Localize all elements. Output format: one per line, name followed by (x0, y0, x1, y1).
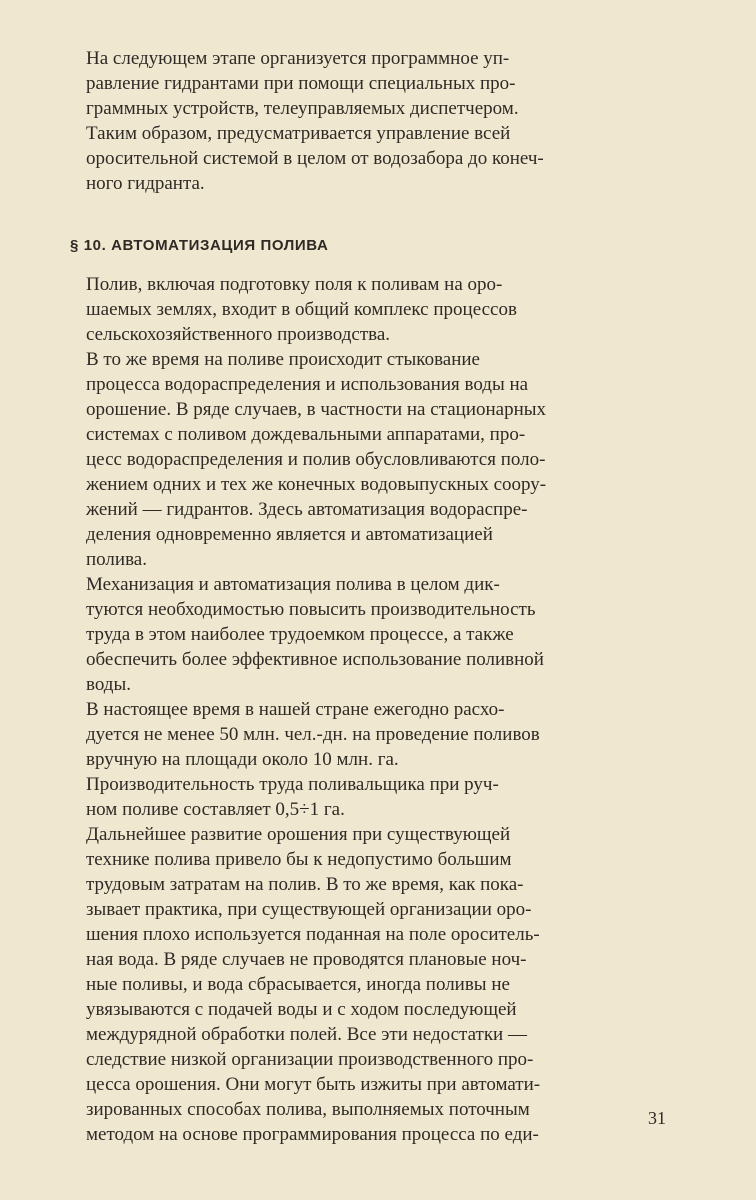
text-line: равление гидрантами при помощи специальных про- (86, 73, 516, 94)
text-line: шения плохо используется поданная на поле ороситель- (86, 924, 540, 945)
page-number: 31 (648, 1108, 666, 1128)
text-line: Дальнейшее развитие орошения при существующей (86, 824, 511, 845)
text-line: ного гидранта. (86, 173, 205, 194)
text-line: Таким образом, предусматривается управление всей (86, 123, 511, 144)
text-line: трудовым затратам на полив. В то же время, как пока- (86, 874, 524, 895)
text-line: сельскохозяйственного производства. (86, 324, 391, 345)
intro-paragraphs (86, 46, 670, 196)
text-line: воды. (86, 674, 131, 695)
text-line: Полив, включая подготовку поля к поливам на оро- (86, 274, 503, 295)
text-line: цесса орошения. Они могут быть изжиты при автомати- (86, 1074, 541, 1095)
text-line: жением одних и тех же конечных водовыпускных соору- (86, 474, 547, 495)
text-line: ные поливы, и вода сбрасывается, иногда поливы не (86, 974, 510, 995)
text-line: деления одновременно является и автоматизацией (86, 524, 493, 545)
text-line: технике полива привело бы к недопустимо большим (86, 849, 512, 870)
text-line: туются необходимостью повысить производительность (86, 599, 536, 620)
text-line: методом на основе программирования процесса по еди- (86, 1124, 539, 1145)
text-line: труда в этом наиболее трудоемком процессе, а также (86, 624, 514, 645)
text-line: процесса водораспределения и использования воды на (86, 374, 529, 395)
text-line: шаемых землях, входит в общий комплекс процессов (86, 299, 517, 320)
text-line: орошение. В ряде случаев, в частности на стационарных (86, 399, 547, 420)
text-line: цесс водораспределения и полив обусловливаются поло- (86, 449, 546, 470)
text-line: зированных способах полива, выполняемых поточным (86, 1099, 530, 1120)
text-line: следствие низкой организации производственного про- (86, 1049, 534, 1070)
text-line: зывает практика, при существующей организации оро- (86, 899, 532, 920)
text-line: междурядной обработки полей. Все эти недостатки — (86, 1024, 527, 1045)
text-line: вручную на площади около 10 млн. га. (86, 749, 399, 770)
text-line: полива. (86, 549, 147, 570)
text-line: В то же время на поливе происходит стыкование (86, 349, 480, 370)
text-line: системах с поливом дождевальными аппаратами, про- (86, 424, 526, 445)
text-line: В настоящее время в нашей стране ежегодно расхо- (86, 699, 505, 720)
section-heading: § 10. АВТОМАТИЗАЦИЯ ПОЛИВА (70, 237, 329, 254)
text-line: оросительной системой в целом от водозабора до конеч- (86, 148, 544, 169)
text-line: обеспечить более эффективное использование поливной (86, 649, 544, 670)
text-line: Механизация и автоматизация полива в целом дик- (86, 574, 500, 595)
body-paragraphs (86, 272, 670, 1147)
text-line: На следующем этапе организуется программное уп- (86, 48, 510, 69)
text-line: ная вода. В ряде случаев не проводятся плановые ноч- (86, 949, 527, 970)
text-line: Производительность труда поливальщика при руч- (86, 774, 499, 795)
text-line: граммных устройств, телеуправляемых диспетчером. (86, 98, 519, 119)
text-line: увязываются с подачей воды и с ходом последующей (86, 999, 517, 1020)
text-line: ном поливе составляет 0,5÷1 га. (86, 799, 345, 820)
text-block (70, 46, 670, 1147)
text-line: жений — гидрантов. Здесь автоматизация водораспре- (86, 499, 528, 520)
text-line: дуется не менее 50 млн. чел.-дн. на проведение поливов (86, 724, 540, 745)
